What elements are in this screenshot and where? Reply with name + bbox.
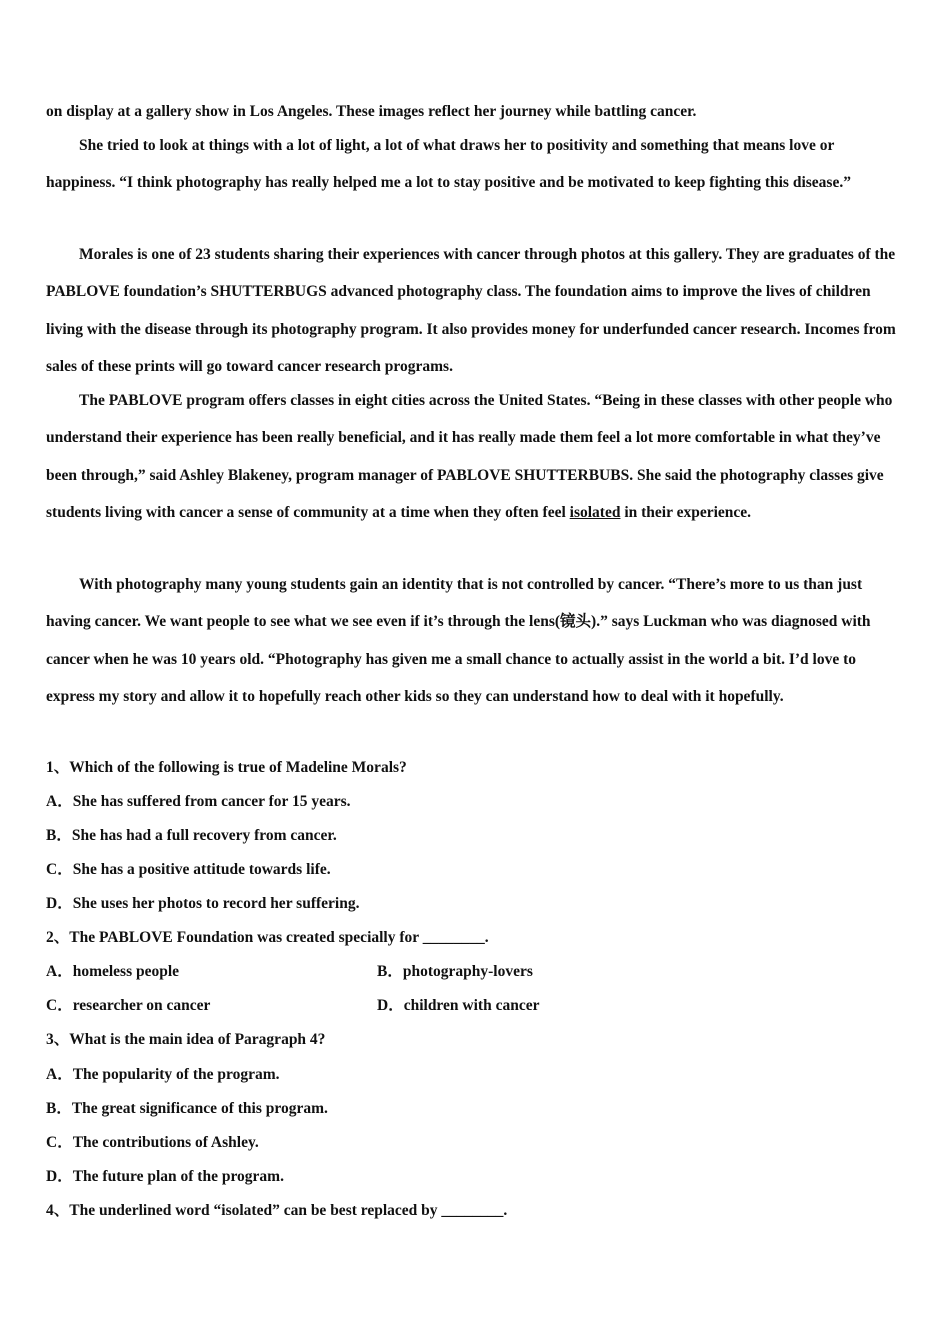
underlined-word-isolated: isolated (569, 504, 621, 522)
option-label: A． (46, 793, 73, 810)
question-1-option-d[interactable] (46, 894, 359, 914)
question-1-option-b[interactable] (46, 826, 337, 846)
passage-paragraph-1: She tried to look at things with a lot of light, a lot of what draws her to positivity and something that means love or happiness. “I think photography has really helped me a lot to stay positive and be motivated to keep fighting this disease.” (46, 137, 851, 192)
question-4-stem: 4、The underlined word “isolated” can be best replaced by ________. (46, 1202, 508, 1219)
option-text: homeless people (72, 963, 180, 980)
question-3-option-c[interactable] (46, 1133, 259, 1153)
question-2-option-d[interactable] (377, 996, 539, 1016)
option-text: The popularity of the program. (72, 1066, 280, 1083)
question-1-option-a[interactable] (46, 792, 351, 812)
question-2-option-c[interactable] (46, 996, 210, 1016)
paragraph-3-text-after: in their experience. (620, 504, 752, 522)
option-text: She has a positive attitude towards life. (72, 861, 331, 878)
option-label: D． (46, 1168, 73, 1185)
option-text: researcher on cancer (72, 997, 211, 1014)
question-1-option-c[interactable] (46, 860, 331, 880)
option-label: C． (46, 1134, 73, 1151)
option-label: B． (377, 963, 403, 980)
option-label: D． (377, 997, 404, 1014)
option-label: D． (46, 895, 73, 912)
passage-paragraph-0: on display at a gallery show in Los Angeles. These images reflect her journey while battling cancer. (46, 103, 697, 120)
question-3-option-a[interactable] (46, 1065, 280, 1085)
option-text: The contributions of Ashley. (72, 1134, 259, 1151)
question-3-stem: 3、What is the main idea of Paragraph 4? (46, 1031, 326, 1048)
option-label: B． (46, 827, 72, 844)
option-text: She has suffered from cancer for 15 years. (72, 793, 351, 810)
option-label: A． (46, 963, 73, 980)
option-text: The future plan of the program. (72, 1168, 284, 1185)
paragraph-3-text-before: The PABLOVE program offers classes in eight cities across the United States. “Being in these classes with other people who understand their experience has been really beneficial, and it has really made them feel a lot more comfortable in what they’ve been through,” said Ashley Blakeney, program manager of PABLOVE SHUTTERBUBS. She said the photography classes give students living with cancer a sense of community at a time when they often feel (46, 392, 893, 522)
passage-paragraph-4: With photography many young students gain an identity that is not controlled by cancer. “There’s more to us than just having cancer. We want people to see what we see even if it’s through the lens(镜头).” says Luckman who was diagnosed with cancer when he was 10 years old. “Photography has given me a small chance to actually assist in the world a bit. I’d love to express my story and allow it to hopefully reach other kids so they can understand how to deal with it hopefully. (46, 576, 871, 706)
question-3-option-b[interactable] (46, 1099, 328, 1119)
option-text: children with cancer (403, 997, 540, 1014)
question-2-option-a[interactable] (46, 962, 179, 982)
option-label: C． (46, 861, 73, 878)
option-text: photography-lovers (402, 963, 533, 980)
option-text: She has had a full recovery from cancer. (71, 827, 337, 844)
option-label: C． (46, 997, 73, 1014)
option-label: B． (46, 1100, 72, 1117)
question-2-stem: 2、The PABLOVE Foundation was created specially for ________. (46, 929, 489, 946)
option-label: A． (46, 1066, 73, 1083)
question-3-option-d[interactable] (46, 1167, 284, 1187)
option-text: She uses her photos to record her suffering. (72, 895, 360, 912)
passage-paragraph-2: Morales is one of 23 students sharing their experiences with cancer through photos at this gallery. They are graduates of the PABLOVE foundation’s SHUTTERBUGS advanced photography class. The foundation aims to improve the lives of children living with the disease through its photography program. It also provides money for underfunded cancer research. Incomes from sales of these prints will go toward cancer research programs. (46, 246, 896, 376)
option-text: The great significance of this program. (71, 1100, 328, 1117)
question-2-option-b[interactable] (377, 962, 533, 982)
question-1-stem: 1、Which of the following is true of Madeline Morals? (46, 759, 407, 776)
passage-paragraph-3 (46, 382, 898, 532)
